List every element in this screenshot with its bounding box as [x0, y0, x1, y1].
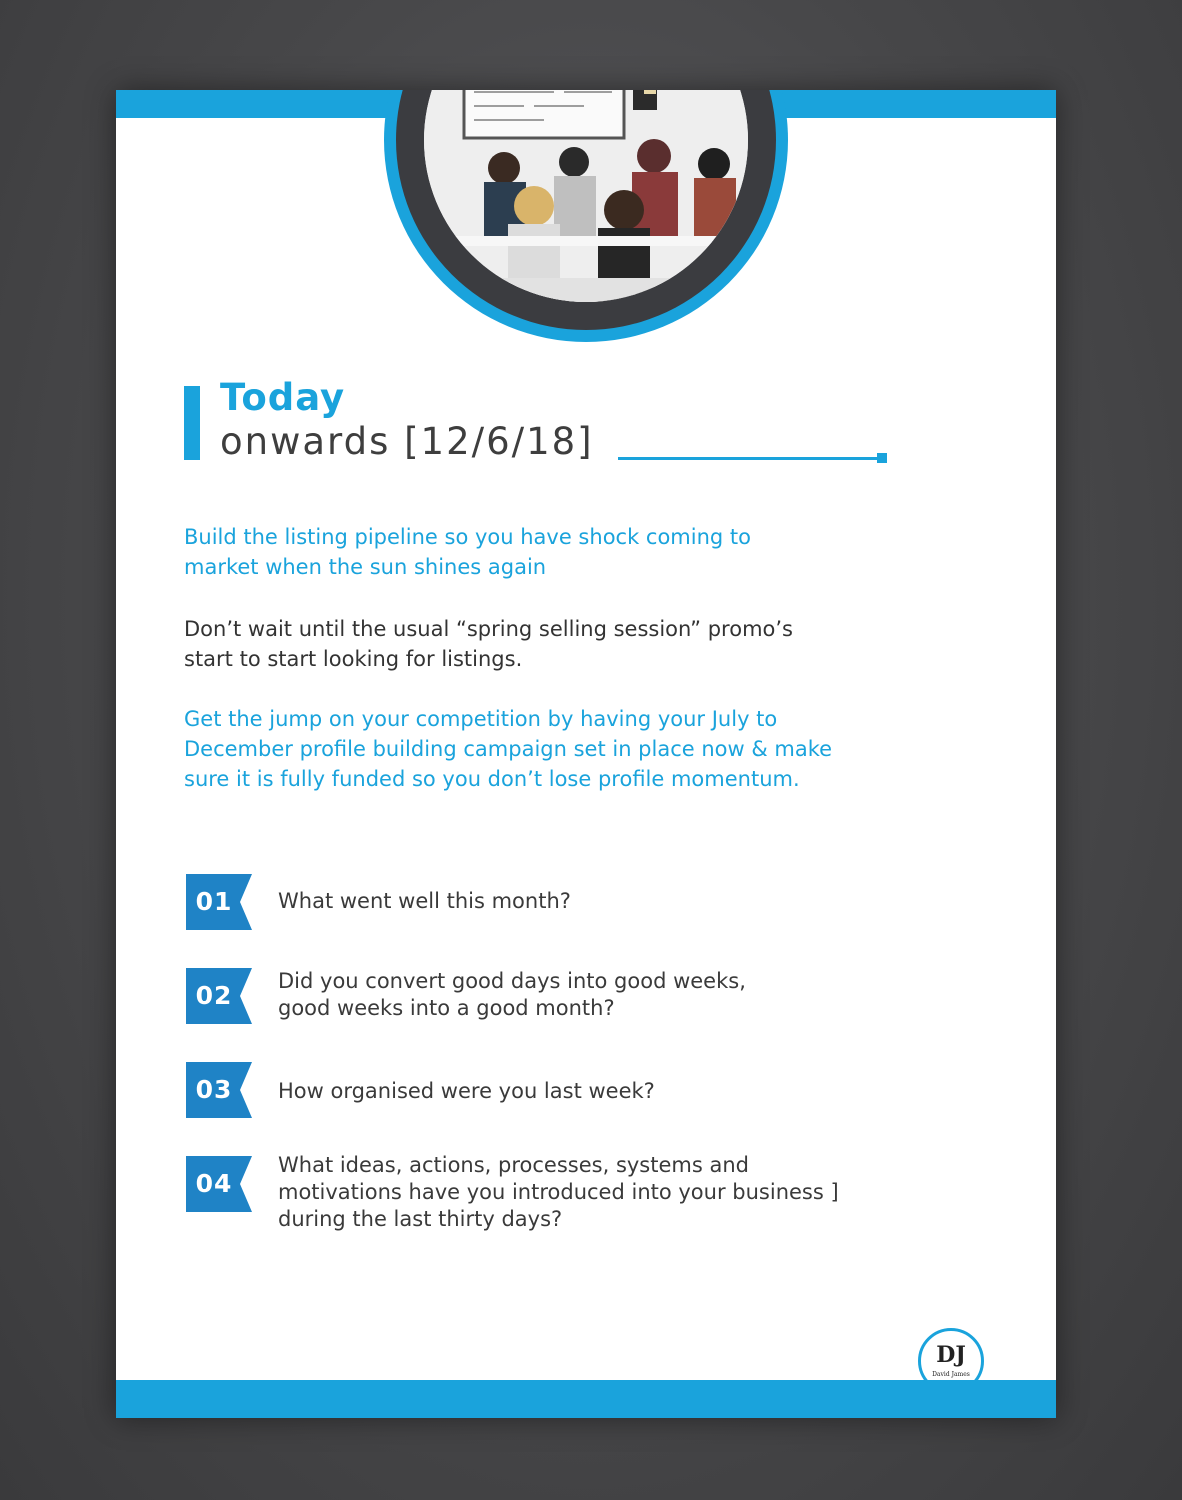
question-line: motivations have you introduced into your business ] [278, 1180, 839, 1204]
bottom-accent-band [116, 1380, 1056, 1418]
paragraph-line: Get the jump on your competition by having your July to [184, 707, 778, 731]
paragraph-pipeline [184, 522, 904, 582]
question-number: 04 [195, 1169, 233, 1198]
paragraph-dont-wait [184, 614, 904, 674]
classroom-photo-illustration [424, 90, 748, 302]
question-text [278, 968, 918, 1022]
question-line: good weeks into a good month? [278, 996, 615, 1020]
question-text [278, 1078, 918, 1105]
question-number-badge [186, 968, 252, 1024]
logo-monogram: DJ [936, 1342, 966, 1368]
photo-frame-inner-ring [396, 90, 776, 330]
photo-frame-ring [384, 90, 788, 342]
paragraph-line: Don’t wait until the usual “spring selling session” promo’s [184, 617, 793, 641]
question-number-badge [186, 1156, 252, 1212]
question-number: 02 [195, 981, 233, 1010]
question-number: 01 [195, 887, 233, 916]
question-line: What went well this month? [278, 889, 571, 913]
question-line: during the last thirty days? [278, 1207, 563, 1231]
question-line: What ideas, actions, processes, systems and [278, 1153, 749, 1177]
question-text [278, 888, 918, 915]
question-number-badge [186, 874, 252, 930]
paragraph-line: December profile building campaign set in place now & make [184, 737, 833, 761]
paragraph-line: Build the listing pipeline so you have shock coming to [184, 525, 751, 549]
paragraph-competition [184, 704, 904, 794]
page-title-bold: Today [220, 376, 346, 419]
question-number: 03 [195, 1075, 233, 1104]
paragraph-line: start to start looking for listings. [184, 647, 523, 671]
heading-divider-end-square [877, 453, 887, 463]
question-text [278, 1152, 918, 1233]
question-number-badge [186, 1062, 252, 1118]
paragraph-line: sure it is fully funded so you don’t lose profile momentum. [184, 767, 800, 791]
classroom-photo [424, 90, 748, 302]
logo-name: David James [932, 1371, 970, 1378]
document-page [116, 90, 1056, 1418]
paragraph-line: market when the sun shines again [184, 555, 547, 579]
heading-accent-bar [184, 386, 200, 460]
question-line: How organised were you last week? [278, 1079, 655, 1103]
heading-divider-line [618, 457, 880, 460]
page-title-subtitle: onwards [12/6/18] [220, 420, 594, 463]
question-line: Did you convert good days into good weeks, [278, 969, 746, 993]
